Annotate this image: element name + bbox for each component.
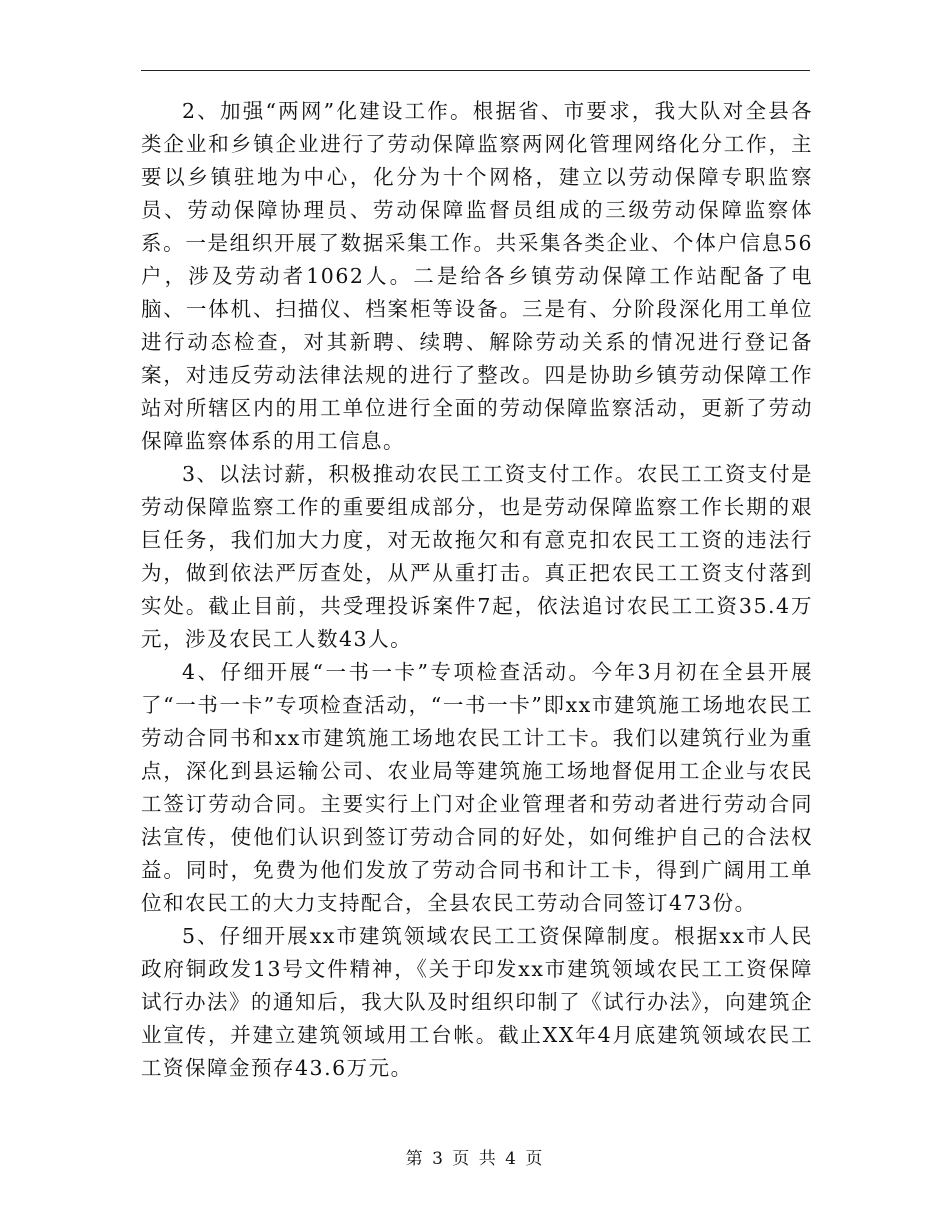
document-body (141, 95, 813, 1085)
paragraph-wage-payment: 3、以法讨薪，积极推动农民工工资支付工作。农民工工资支付是劳动保障监察工作的重要组成部分，也是劳动保障监察工作长期的艰巨任务，我们加大力度，对无故拖欠和有意克扣农民工工资的违法行为，做到依法严厉查处，从严从重打击。真正把农民工工资支付落到实处。截止目前，共受理投诉案件7起，依法追讨农民工工资35.4万元，涉及农民工人数43人。 (141, 462, 813, 651)
paragraph-one-book-one-card: 4、仔细开展“一书一卡”专项检查活动。今年3月初在全县开展了“一书一卡”专项检查活动，“一书一卡”即xx市建筑施工场地农民工劳动合同书和xx市建筑施工场地农民工计工卡。我们以建筑行业为重点，深化到县运输公司、农业局等建筑施工场地督促用工企业与农民工签订劳动合同。主要实行上门对企业管理者和劳动者进行劳动合同法宣传，使他们认识到签订劳动合同的好处，如何维护自己的合法权益。同时，免费为他们发放了劳动合同书和计工卡，得到广阔用工单位和农民工的大力支持配合，全县农民工劳动合同签订473份。 (141, 660, 813, 915)
page-number: 第 3 页 共 4 页 (405, 1149, 545, 1169)
header-rule (141, 70, 810, 71)
paragraph-wage-guarantee: 5、仔细开展xx市建筑领域农民工工资保障制度。根据xx市人民政府铜政发13号文件精神，《关于印发xx市建筑领域农民工工资保障试行办法》的通知后，我大队及时组织印制了《试行办法》，向建筑企业宣传，并建立建筑领域用工台帐。截止XX年4月底建筑领域农民工工资保障金预存43.6万元。 (141, 924, 813, 1080)
paragraph-two-networks: 2、加强“两网”化建设工作。根据省、市要求，我大队对全县各类企业和乡镇企业进行了劳动保障监察两网化管理网络化分工作，主要以乡镇驻地为中心，化分为十个网格，建立以劳动保障专职监察员、劳动保障协理员、劳动保障监督员组成的三级劳动保障监察体系。一是组织开展了数据采集工作。共采集各类企业、个体户信息56户，涉及劳动者1062人。二是给各乡镇劳动保障工作站配备了电脑、一体机、扫描仪、档案柜等设备。三是有、分阶段深化用工单位进行动态检查，对其新聘、续聘、解除劳动关系的情况进行登记备案，对违反劳动法律法规的进行了整改。四是协助乡镇劳动保障工作站对所辖区内的用工单位进行全面的劳动保障监察活动，更新了劳动保障监察体系的用工信息。 (141, 99, 813, 453)
